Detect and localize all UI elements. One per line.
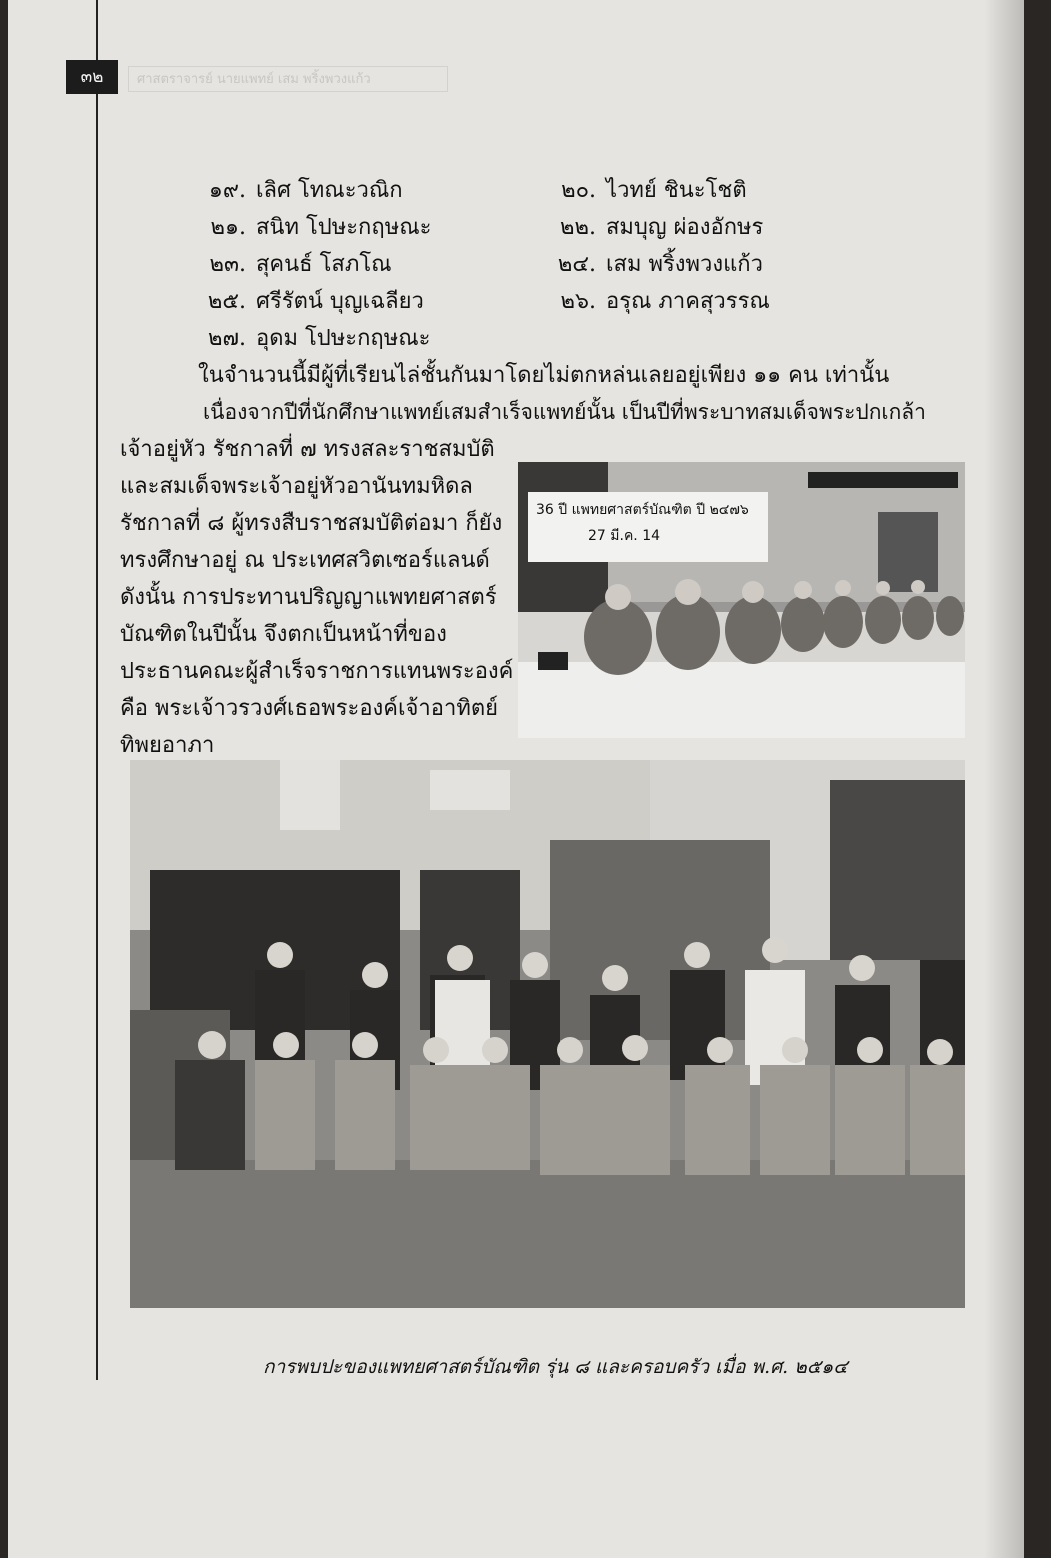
paragraph-2-line: รัชกาลที่ ๘ ผู้ทรงสืบราชสมบัติต่อมา ก็ยัง [120,511,503,536]
photo-group-reunion-image [130,760,965,1308]
photo-monks-ceremony [518,462,965,738]
list-number: ๒๕. [207,289,246,314]
page-number: ๓๒ [66,60,118,94]
book-page [8,0,1024,1558]
paragraph-2-line: คือ พระเจ้าวรวงศ์เธอพระองค์เจ้าอาทิตย์ [120,696,499,721]
list-number: ๒๓. [209,252,246,277]
list-row [188,246,888,283]
photo-caption: การพบปะของแพทยศาสตร์บัณฑิต รุ่น ๘ และครอบครัว เมื่อ พ.ศ. ๒๕๑๔ [263,1356,848,1378]
list-number: ๒๒. [560,215,596,240]
list-name: ไวทย์ ชินะโชติ [606,178,747,203]
list-name: ศรีรัตน์ บุญเฉลียว [256,289,424,314]
list-name: เสม พริ้งพวงแก้ว [606,252,763,277]
paragraph-2-line-1: เนื่องจากปีที่นักศึกษาแพทย์เสมสำเร็จแพทย์นั้น เป็นปีที่พระบาทสมเด็จพระปกเกล้า [203,400,926,424]
list-name: สมบุญ ผ่องอักษร [606,215,764,240]
paragraph-2-line: ทิพยอาภา [120,733,215,758]
list-name: สนิท โปษะกฤษณะ [256,215,432,240]
list-number: ๒๖. [560,289,596,314]
paragraph-2-line: และสมเด็จพระเจ้าอยู่หัวอานันทมหิดล [120,474,473,499]
paragraph-2-line: บัณฑิตในปีนั้น จึงตกเป็นหน้าที่ของ [120,622,447,647]
list-number: ๒๐. [561,178,596,203]
list-name: เลิศ โทณะวณิก [256,178,403,203]
running-head: ศาสตราจารย์ นายแพทย์ เสม พริ้งพวงแก้ว [128,66,448,92]
list-number: ๒๔. [557,252,596,277]
list-name: อุดม โปษะกฤษณะ [256,326,431,351]
list-row [188,209,888,246]
graduate-name-list [188,172,888,357]
list-name: อรุณ ภาคสุวรรณ [606,289,770,314]
banner-text: 36 ปี แพทยศาสตร์บัณฑิต ปี ๒๔๗๖ [536,502,749,518]
list-row [188,283,888,320]
page-edge-shadow [984,0,1024,1558]
photo-monks-ceremony-image [518,462,965,738]
list-row [188,320,888,357]
banner-date: 27 มี.ค. 14 [588,528,661,544]
paragraph-2-line: เจ้าอยู่หัว รัชกาลที่ ๗ ทรงสละราชสมบัติ [120,437,495,462]
paragraph-1: ในจำนวนนี้มีผู้ที่เรียนไล่ชั้นกันมาโดยไม่ตกหล่นเลยอยู่เพียง ๑๑ คน เท่านั้น [198,363,890,388]
paragraph-2-line: ประธานคณะผู้สำเร็จราชการแทนพระองค์ [120,659,514,684]
photo-group-reunion [130,760,965,1308]
list-number: ๒๑. [210,215,246,240]
list-row [188,172,888,209]
paragraph-2-line: ทรงศึกษาอยู่ ณ ประเทศสวิตเซอร์แลนด์ [120,548,490,573]
list-number: ๒๗. [207,326,246,351]
paragraph-2-line: ดังนั้น การประทานปริญญาแพทยศาสตร์ [120,585,497,610]
margin-rule [96,0,98,1380]
list-number: ๑๙. [208,178,246,203]
list-name: สุคนธ์ โสภโณ [256,252,392,277]
